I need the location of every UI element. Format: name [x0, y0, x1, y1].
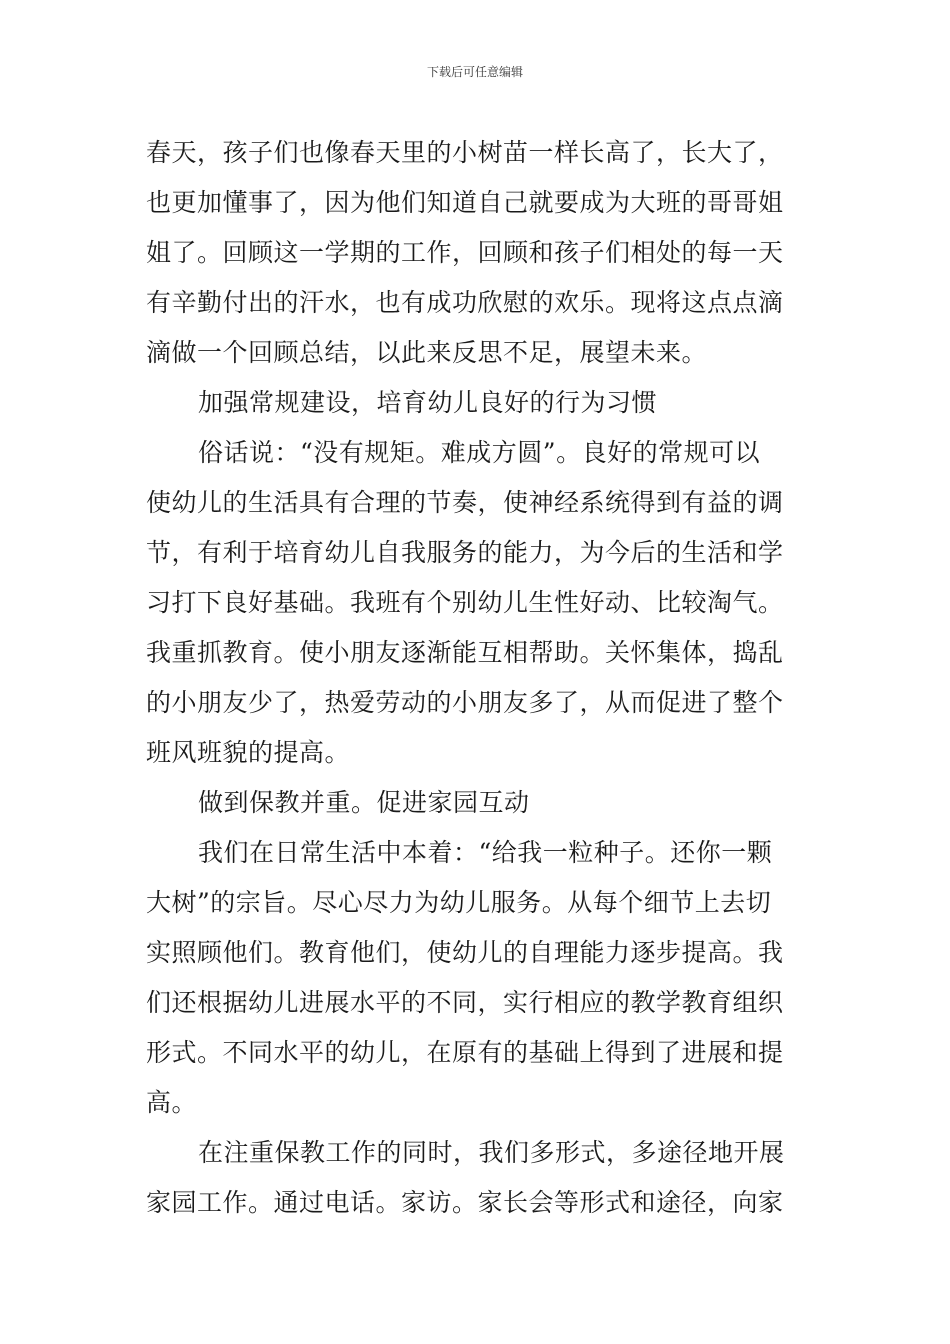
- text-line: 在注重保教工作的同时，我们多形式，多途径地开展: [198, 1138, 785, 1167]
- text-line: 形式。不同水平的幼儿，在原有的基础上得到了进展和提: [146, 1038, 784, 1067]
- text-line: 们还根据幼儿进展水平的不同，实行相应的教学教育组织: [146, 988, 784, 1017]
- text-line: 大树”的宗旨。尽心尽力为幼儿服务。从每个细节上去切: [146, 888, 772, 917]
- text-line: 班风班貌的提高。: [146, 738, 351, 767]
- text-line: 滴做一个回顾总结，以此来反思不足，展望未来。: [146, 338, 708, 367]
- text-line: 节，有利于培育幼儿自我服务的能力，为今后的生活和学: [146, 538, 784, 567]
- section-heading: 加强常规建设，培育幼儿良好的行为习惯: [198, 388, 658, 417]
- text-line: 的小朋友少了，热爱劳动的小朋友多了，从而促进了整个: [146, 688, 784, 717]
- text-line: 实照顾他们。教育他们，使幼儿的自理能力逐步提高。我: [146, 938, 784, 967]
- text-line: 春天，孩子们也像春天里的小树苗一样长高了，长大了，: [146, 138, 784, 167]
- page-header: 下载后可任意编辑: [426, 65, 523, 79]
- text-line: 俗话说：“没有规矩。难成方圆”。良好的常规可以: [198, 438, 761, 467]
- text-line: 习打下良好基础。我班有个别幼儿生性好动、比较淘气。: [146, 588, 784, 617]
- section-heading: 做到保教并重。促进家园互动: [198, 788, 530, 817]
- text-line: 姐了。回顾这一学期的工作，回顾和孩子们相处的每一天: [146, 238, 784, 267]
- text-line: 我重抓教育。使小朋友逐渐能互相帮助。关怀集体，捣乱: [146, 638, 784, 667]
- text-line: 使幼儿的生活具有合理的节奏，使神经系统得到有益的调: [146, 488, 784, 517]
- text-line: 有辛勤付出的汗水，也有成功欣慰的欢乐。现将这点点滴: [146, 288, 784, 317]
- document-body: [146, 128, 806, 1228]
- text-line: 家园工作。通过电话。家访。家长会等形式和途径，向家: [146, 1188, 784, 1217]
- text-line: 高。: [146, 1088, 198, 1117]
- text-line: 也更加懂事了，因为他们知道自己就要成为大班的哥哥姐: [146, 188, 784, 217]
- text-line: 我们在日常生活中本着：“给我一粒种子。还你一颗: [198, 838, 773, 867]
